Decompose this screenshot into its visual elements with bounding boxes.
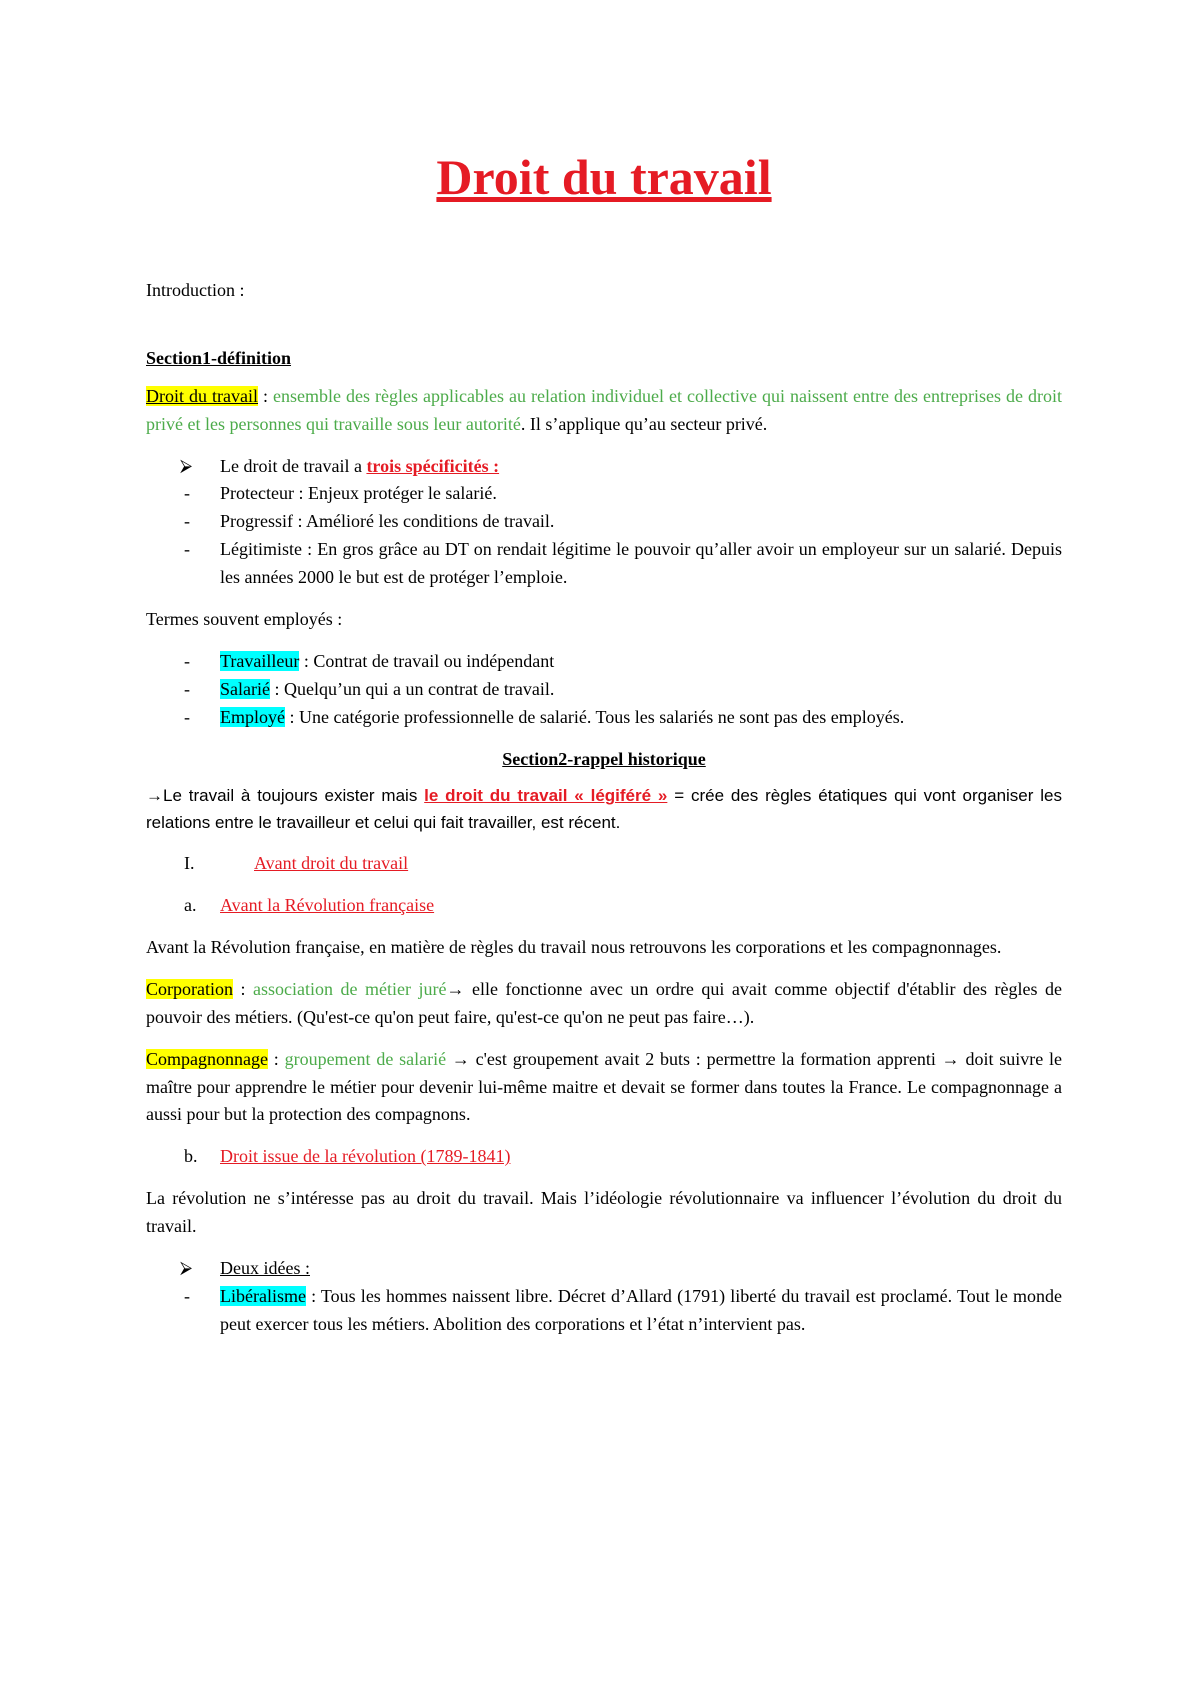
list-item bbox=[146, 536, 1062, 592]
corporation-text: elle fonctionne avec un ordre qui avait comme objectif d'établir des règles de pouvoir des métiers. (Qu'est-ce qu'on peut faire, qu'est-ce qu'on ne peut pas faire…). bbox=[146, 978, 1062, 1027]
list-item bbox=[146, 1283, 1062, 1339]
definition-paragraph bbox=[146, 383, 1062, 439]
term-label: Travailleur bbox=[220, 650, 300, 671]
subsection-b-heading bbox=[146, 1143, 1062, 1171]
term-label: Employé bbox=[220, 706, 285, 727]
term-text: : Une catégorie professionnelle de salarié. Tous les salariés ne sont pas des employés. bbox=[285, 706, 905, 727]
part1-title: Avant droit du travail bbox=[254, 853, 409, 874]
history-lead-rest: = crée des règles étatiques qui vont organiser les relations entre le travailleur et celui qui fait travailler, est récent. bbox=[146, 786, 1062, 832]
section2-heading: Section2-rappel historique bbox=[502, 748, 706, 769]
specificities-lead bbox=[146, 453, 1062, 481]
subsection-b-paragraph: La révolution ne s’intéresse pas au droit du travail. Mais l’idéologie révolutionnaire va influencer l’évolution du droit du travail. bbox=[146, 1188, 1062, 1237]
terms-intro: Termes souvent employés : bbox=[146, 609, 343, 630]
subsection-a-marker: a. bbox=[184, 895, 197, 916]
dash-bullet-icon: - bbox=[184, 650, 190, 671]
right-arrow-icon: → bbox=[446, 978, 465, 999]
arrow-bullet-icon: ⮚ bbox=[180, 455, 193, 475]
specificities-lead-highlight: trois spécificités : bbox=[366, 455, 500, 476]
specificity-text: Légitimiste : En gros grâce au DT on rendait légitime le pouvoir qu’aller avoir un employeur sur un salarié. Depuis les années 2000 le but est de protéger l’emploie. bbox=[220, 539, 1062, 588]
corporation-paragraph: Corporation : association de métier juré→ elle fonctionne avec un ordre qui avait comme objectif d'établir des règles de pouvoir des métiers. (Qu'est-ce qu'on peut faire, qu'est-ce qu'on ne peut pas faire…). bbox=[146, 978, 1062, 1027]
terms-list bbox=[146, 648, 1062, 732]
ideas-list bbox=[146, 1255, 1062, 1339]
term-text: : Contrat de travail ou indépendant bbox=[299, 650, 555, 671]
dash-bullet-icon: - bbox=[184, 1285, 190, 1306]
ideas-lead bbox=[146, 1255, 1062, 1283]
term-text: : Quelqu’un qui a un contrat de travail. bbox=[269, 678, 555, 699]
compagnonnage-definition: groupement de salarié bbox=[284, 1048, 447, 1069]
compagnonnage-term: Compagnonnage bbox=[146, 1048, 268, 1069]
list-item bbox=[146, 704, 1062, 732]
specificities-list bbox=[146, 453, 1062, 592]
document-title: Droit du travail bbox=[436, 149, 772, 205]
subsection-b-marker: b. bbox=[184, 1146, 198, 1167]
list-item bbox=[146, 648, 1062, 676]
compagnonnage-text-2: doit suivre le maître pour apprendre le métier pour devenir lui-même maitre et devait se former dans toutes la France. Le compagnonnage a aussi pour but la protection des compagnons. bbox=[146, 1048, 1063, 1125]
arrow-bullet-icon: ⮚ bbox=[180, 1257, 193, 1277]
specificities-lead-text: Le droit de travail a bbox=[220, 455, 367, 476]
definition-separator: : bbox=[258, 385, 274, 406]
list-item bbox=[146, 508, 1062, 536]
compagnonnage-paragraph: Compagnonnage : groupement de salarié → c'est groupement avait 2 buts : permettre la formation apprenti → doit suivre le maître pour apprendre le métier pour devenir lui-même maitre et devait se former dans toutes la France. Le compagnonnage a aussi pour but la protection des compagnons. bbox=[146, 1048, 1063, 1125]
corporation-term: Corporation bbox=[146, 978, 233, 999]
definition-term: Droit du travail bbox=[146, 385, 258, 406]
document-page bbox=[146, 150, 1062, 1353]
right-arrow-icon: → bbox=[146, 786, 163, 806]
dash-bullet-icon: - bbox=[184, 706, 190, 727]
term-label: Salarié bbox=[220, 678, 270, 699]
subsection-a-heading bbox=[146, 892, 1062, 920]
history-lead-paragraph bbox=[146, 783, 1062, 836]
history-lead-highlight: le droit du travail « légiféré » bbox=[424, 786, 668, 806]
part1-marker: I. bbox=[184, 853, 195, 874]
dash-bullet-icon: - bbox=[184, 678, 190, 699]
part1-heading bbox=[146, 850, 1062, 878]
idea-term: Libéralisme bbox=[220, 1285, 306, 1306]
corporation-definition: association de métier juré bbox=[253, 978, 447, 999]
ideas-title: Deux idées : bbox=[220, 1257, 310, 1278]
subsection-a-paragraph: Avant la Révolution française, en matière de règles du travail nous retrouvons les corporations et les compagnonnages. bbox=[146, 936, 1002, 957]
right-arrow-icon: → bbox=[451, 1048, 470, 1069]
compagnonnage-text-1: c'est groupement avait 2 buts : permettre la formation apprenti bbox=[469, 1048, 942, 1069]
list-item bbox=[146, 480, 1062, 508]
definition-rest: . Il s’applique qu’au secteur privé. bbox=[520, 413, 768, 434]
specificity-text: Protecteur : Enjeux protéger le salarié. bbox=[220, 483, 497, 504]
definition-text: ensemble des règles applicables au relation individuel et collective qui naissent entre des entreprises de droit privé et les personnes qui travaille sous leur autorité bbox=[146, 385, 1062, 434]
dash-bullet-icon: - bbox=[184, 483, 190, 504]
right-arrow-icon: → bbox=[941, 1048, 960, 1069]
specificity-text: Progressif : Amélioré les conditions de travail. bbox=[220, 511, 555, 532]
dash-bullet-icon: - bbox=[184, 539, 190, 560]
dash-bullet-icon: - bbox=[184, 511, 190, 532]
introduction-label: Introduction : bbox=[146, 280, 245, 300]
subsection-b-title: Droit issue de la révolution (1789-1841) bbox=[220, 1146, 511, 1167]
idea-text: : Tous les hommes naissent libre. Décret d’Allard (1791) liberté du travail est proclamé. Tout le monde peut exercer tous les métiers. Abolition des corporations et l’état n’intervient pas. bbox=[220, 1285, 1062, 1334]
subsection-a-title: Avant la Révolution française bbox=[220, 895, 435, 916]
section1-heading: Section1-définition bbox=[146, 347, 292, 368]
history-lead-text: Le travail à toujours exister mais bbox=[163, 786, 425, 806]
list-item bbox=[146, 676, 1062, 704]
